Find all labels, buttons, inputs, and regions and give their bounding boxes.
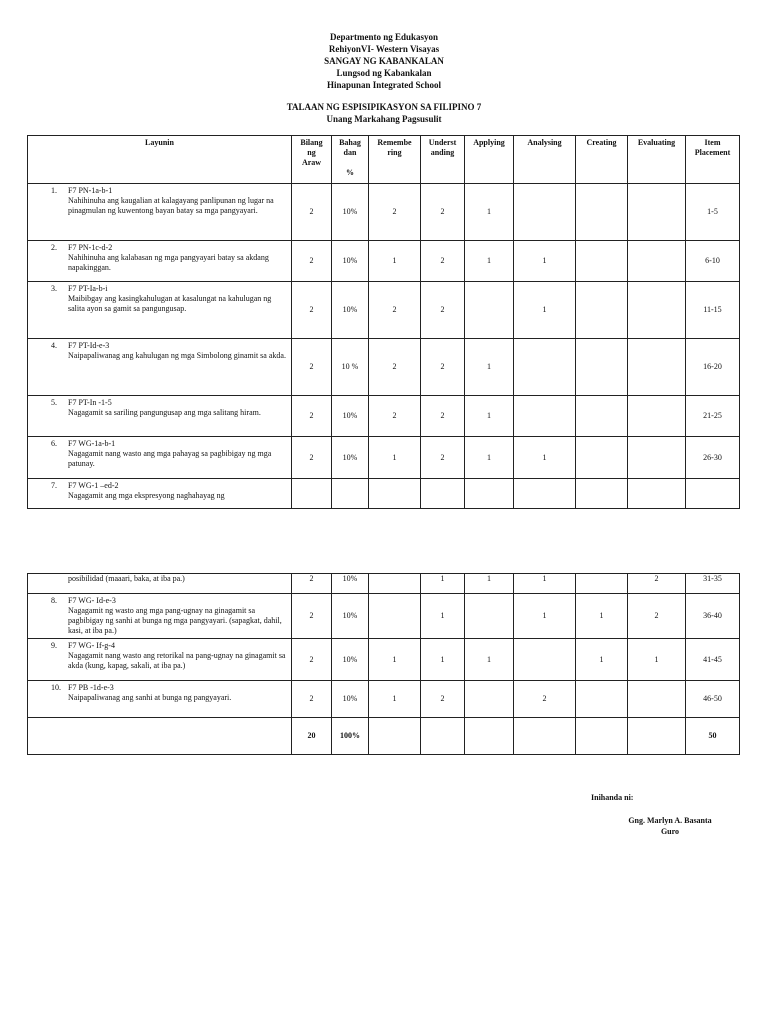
applying-cell: 1	[465, 184, 514, 241]
table-row	[28, 396, 740, 437]
table-row	[28, 639, 740, 681]
days-cell: 2	[292, 184, 332, 241]
creating-cell	[576, 437, 628, 479]
objective-code: F7 PT-Id-e-3	[68, 341, 110, 350]
objective-cell	[28, 479, 292, 509]
total-empty-cell	[514, 718, 576, 755]
objective-cell	[28, 594, 292, 639]
percent-cell: 10%	[332, 241, 369, 282]
analysing-cell: 2	[514, 681, 576, 718]
col-header-creating: Creating	[576, 136, 628, 184]
analysing-cell	[514, 479, 576, 509]
item-placement-cell: 31-35	[686, 574, 740, 594]
objective-description: Nagagamit ng wasto ang mga pang-ugnay na ginagamit sa pagbibigay ng sanhi at bunga ng mga pangyayari. (sapagkat, dahil, kasi, at iba pa.)	[68, 606, 282, 635]
remembering-cell	[369, 479, 421, 509]
objective-number: 4.	[51, 341, 57, 350]
region-line: RehiyonVI- Western Visayas	[328, 44, 440, 54]
evaluating-cell	[628, 241, 686, 282]
understanding-cell: 1	[421, 594, 465, 639]
total-days: 20	[292, 718, 332, 755]
days-cell: 2	[292, 339, 332, 396]
objective-code: F7 PT-In -1-5	[68, 398, 112, 407]
creating-cell: 1	[576, 639, 628, 681]
objective-description: Nagagamit ang mga ekspresyong naghahayag ng	[68, 491, 225, 500]
objective-cell	[28, 639, 292, 681]
objective-description: posibilidad (maaari, baka, at iba pa.)	[68, 574, 185, 583]
city-line: Lungsod ng Kabankalan	[336, 68, 432, 78]
objective-description: Maibibgay ang kasingkahulugan at kasalungat na kahulugan ng salita ayon sa gamit sa pangungusap.	[68, 294, 272, 313]
applying-cell	[465, 681, 514, 718]
objective-cell	[28, 437, 292, 479]
remembering-cell: 1	[369, 241, 421, 282]
applying-cell	[465, 282, 514, 339]
creating-cell	[576, 282, 628, 339]
applying-cell: 1	[465, 639, 514, 681]
understanding-cell: 1	[421, 574, 465, 594]
item-placement-cell: 6-10	[686, 241, 740, 282]
objective-code: F7 PT-Ia-b-i	[68, 284, 108, 293]
analysing-cell	[514, 339, 576, 396]
objective-description: Nahihinuha ang kaugalian at kalagayang panlipunan ng lugar na pinagmulan ng kuwentong bayan batay sa mga pangyayari.	[68, 196, 274, 215]
evaluating-cell	[628, 396, 686, 437]
objective-cell	[28, 681, 292, 718]
percent-cell: 10%	[332, 594, 369, 639]
days-cell: 2	[292, 282, 332, 339]
creating-cell	[576, 681, 628, 718]
applying-cell: 1	[465, 396, 514, 437]
department-line: Departmento ng Edukasyon	[329, 32, 439, 42]
percent-cell: 10%	[332, 396, 369, 437]
objective-description: Nagagamit sa sariling pangungusap ang mga salitang hiram.	[68, 408, 261, 417]
school-line: Hinapunan Integrated School	[326, 80, 442, 90]
col-header-percent: Bahag dan %	[332, 136, 369, 184]
item-placement-cell: 1-5	[686, 184, 740, 241]
objective-description: Nahihinuha ang kalabasan ng mga pangyayari batay sa akdang napakinggan.	[68, 253, 269, 272]
objective-cell	[28, 282, 292, 339]
objective-code: F7 WG-1 –ed-2	[68, 481, 119, 490]
analysing-cell: 1	[514, 241, 576, 282]
total-items: 50	[686, 718, 740, 755]
total-percent: 100%	[332, 718, 369, 755]
understanding-cell: 1	[421, 639, 465, 681]
remembering-cell: 2	[369, 282, 421, 339]
objective-description: Nagagamit nang wasto ang mga pahayag sa pagbibigay ng mga patunay.	[68, 449, 272, 468]
objective-code: F7 PN-1a-b-1	[68, 186, 113, 195]
applying-cell	[465, 479, 514, 509]
item-placement-cell: 11-15	[686, 282, 740, 339]
days-cell: 2	[292, 574, 332, 594]
total-empty-cell	[369, 718, 421, 755]
percent-cell	[332, 479, 369, 509]
understanding-cell	[421, 479, 465, 509]
days-cell: 2	[292, 396, 332, 437]
col-header-layunin: Layunin	[28, 136, 292, 184]
percent-cell: 10%	[332, 639, 369, 681]
objective-description: Naipapaliwanag ang sanhi at bunga ng pangyayari.	[68, 693, 232, 702]
total-empty-cell	[628, 718, 686, 755]
analysing-cell: 1	[514, 437, 576, 479]
remembering-cell: 2	[369, 339, 421, 396]
signature-block	[590, 815, 750, 837]
objective-cell	[28, 396, 292, 437]
evaluating-cell: 2	[628, 574, 686, 594]
table-row	[28, 339, 740, 396]
evaluating-cell: 1	[628, 639, 686, 681]
evaluating-cell	[628, 479, 686, 509]
objective-description: Naipapaliwanag ang kahulugan ng mga Simbolong ginamit sa akda.	[68, 351, 286, 360]
total-row	[28, 718, 740, 755]
objective-code: F7 PN-1c-d-2	[68, 243, 113, 252]
objective-cell	[28, 241, 292, 282]
table-row	[28, 479, 740, 509]
signatory-position: Guro	[660, 827, 680, 836]
percent-cell: 10%	[332, 282, 369, 339]
objective-number: 2.	[51, 243, 57, 252]
applying-cell: 1	[465, 574, 514, 594]
table-row	[28, 184, 740, 241]
percent-cell: 10%	[332, 574, 369, 594]
total-empty-cell	[576, 718, 628, 755]
evaluating-cell	[628, 282, 686, 339]
applying-cell	[465, 594, 514, 639]
remembering-cell: 1	[369, 639, 421, 681]
applying-cell: 1	[465, 437, 514, 479]
creating-cell	[576, 479, 628, 509]
total-empty-cell	[421, 718, 465, 755]
percent-cell: 10 %	[332, 339, 369, 396]
objective-code: F7 WG- If-g-4	[68, 641, 115, 650]
analysing-cell	[514, 639, 576, 681]
applying-cell: 1	[465, 339, 514, 396]
table-row	[28, 241, 740, 282]
creating-cell	[576, 184, 628, 241]
objective-description: Nagagamit nang wasto ang retorikal na pang-ugnay na ginagamit sa akda (kung, kapag, sakali, at iba pa.)	[68, 651, 286, 670]
understanding-cell: 2	[421, 681, 465, 718]
total-empty-cell	[465, 718, 514, 755]
objective-number: 1.	[51, 186, 57, 195]
col-header-evaluating: Evaluating	[628, 136, 686, 184]
table-row	[28, 594, 740, 639]
objective-code: F7 WG- Id-e-3	[68, 596, 116, 605]
days-cell: 2	[292, 639, 332, 681]
col-header-item-placement: Item Placement	[686, 136, 740, 184]
understanding-cell: 2	[421, 241, 465, 282]
creating-cell	[576, 339, 628, 396]
table-row	[28, 574, 740, 594]
item-placement-cell: 26-30	[686, 437, 740, 479]
col-header-understanding: Underst anding	[421, 136, 465, 184]
signatory-name: Gng. Marlyn A. Basanta	[628, 816, 712, 825]
objective-cell	[28, 339, 292, 396]
creating-cell	[576, 396, 628, 437]
remembering-cell: 1	[369, 437, 421, 479]
item-placement-cell: 36-40	[686, 594, 740, 639]
document-header	[0, 31, 768, 91]
objective-number: 8.	[51, 596, 57, 605]
creating-cell	[576, 241, 628, 282]
understanding-cell: 2	[421, 437, 465, 479]
days-cell: 2	[292, 437, 332, 479]
item-placement-cell	[686, 479, 740, 509]
analysing-cell	[514, 184, 576, 241]
days-cell: 2	[292, 594, 332, 639]
item-placement-cell: 16-20	[686, 339, 740, 396]
col-header-remembering: Remembe ring	[369, 136, 421, 184]
analysing-cell: 1	[514, 594, 576, 639]
objective-number: 5.	[51, 398, 57, 407]
total-label-cell	[28, 718, 292, 755]
table-row	[28, 681, 740, 718]
understanding-cell: 2	[421, 396, 465, 437]
percent-cell: 10%	[332, 184, 369, 241]
percent-cell: 10%	[332, 437, 369, 479]
item-placement-cell: 21-25	[686, 396, 740, 437]
objective-cell	[28, 574, 292, 594]
objective-number: 7.	[51, 481, 57, 490]
col-header-applying: Applying	[465, 136, 514, 184]
col-header-analysing: Analysing	[514, 136, 576, 184]
evaluating-cell	[628, 339, 686, 396]
title-main: TALAAN NG ESPISIPIKASYON SA FILIPINO 7	[286, 102, 482, 112]
remembering-cell	[369, 574, 421, 594]
objective-number: 6.	[51, 439, 57, 448]
evaluating-cell	[628, 681, 686, 718]
applying-cell: 1	[465, 241, 514, 282]
specification-table-continued	[27, 573, 740, 755]
prepared-by-label: Inihanda ni:	[591, 793, 634, 802]
title-sub: Unang Markahang Pagsusulit	[326, 114, 442, 124]
table-row	[28, 282, 740, 339]
evaluating-cell	[628, 437, 686, 479]
item-placement-cell: 46-50	[686, 681, 740, 718]
creating-cell	[576, 574, 628, 594]
objective-cell	[28, 184, 292, 241]
division-line: SANGAY NG KABANKALAN	[324, 56, 444, 66]
remembering-cell: 2	[369, 396, 421, 437]
days-cell: 2	[292, 241, 332, 282]
analysing-cell	[514, 396, 576, 437]
evaluating-cell: 2	[628, 594, 686, 639]
objective-number: 3.	[51, 284, 57, 293]
document-title	[0, 101, 768, 125]
table-header-row	[28, 136, 740, 184]
understanding-cell: 2	[421, 184, 465, 241]
remembering-cell: 1	[369, 681, 421, 718]
days-cell: 2	[292, 681, 332, 718]
analysing-cell: 1	[514, 574, 576, 594]
objective-number: 9.	[51, 641, 57, 650]
evaluating-cell	[628, 184, 686, 241]
remembering-cell: 2	[369, 184, 421, 241]
remembering-cell	[369, 594, 421, 639]
col-header-days: Bilang ng Araw	[292, 136, 332, 184]
understanding-cell: 2	[421, 282, 465, 339]
specification-table	[27, 135, 740, 509]
objective-code: F7 PB -1d-e-3	[68, 683, 114, 692]
percent-cell: 10%	[332, 681, 369, 718]
days-cell	[292, 479, 332, 509]
objective-number: 10.	[51, 683, 61, 692]
analysing-cell: 1	[514, 282, 576, 339]
understanding-cell: 2	[421, 339, 465, 396]
item-placement-cell: 41-45	[686, 639, 740, 681]
objective-code: F7 WG-1a-b-1	[68, 439, 116, 448]
table-row	[28, 437, 740, 479]
creating-cell: 1	[576, 594, 628, 639]
